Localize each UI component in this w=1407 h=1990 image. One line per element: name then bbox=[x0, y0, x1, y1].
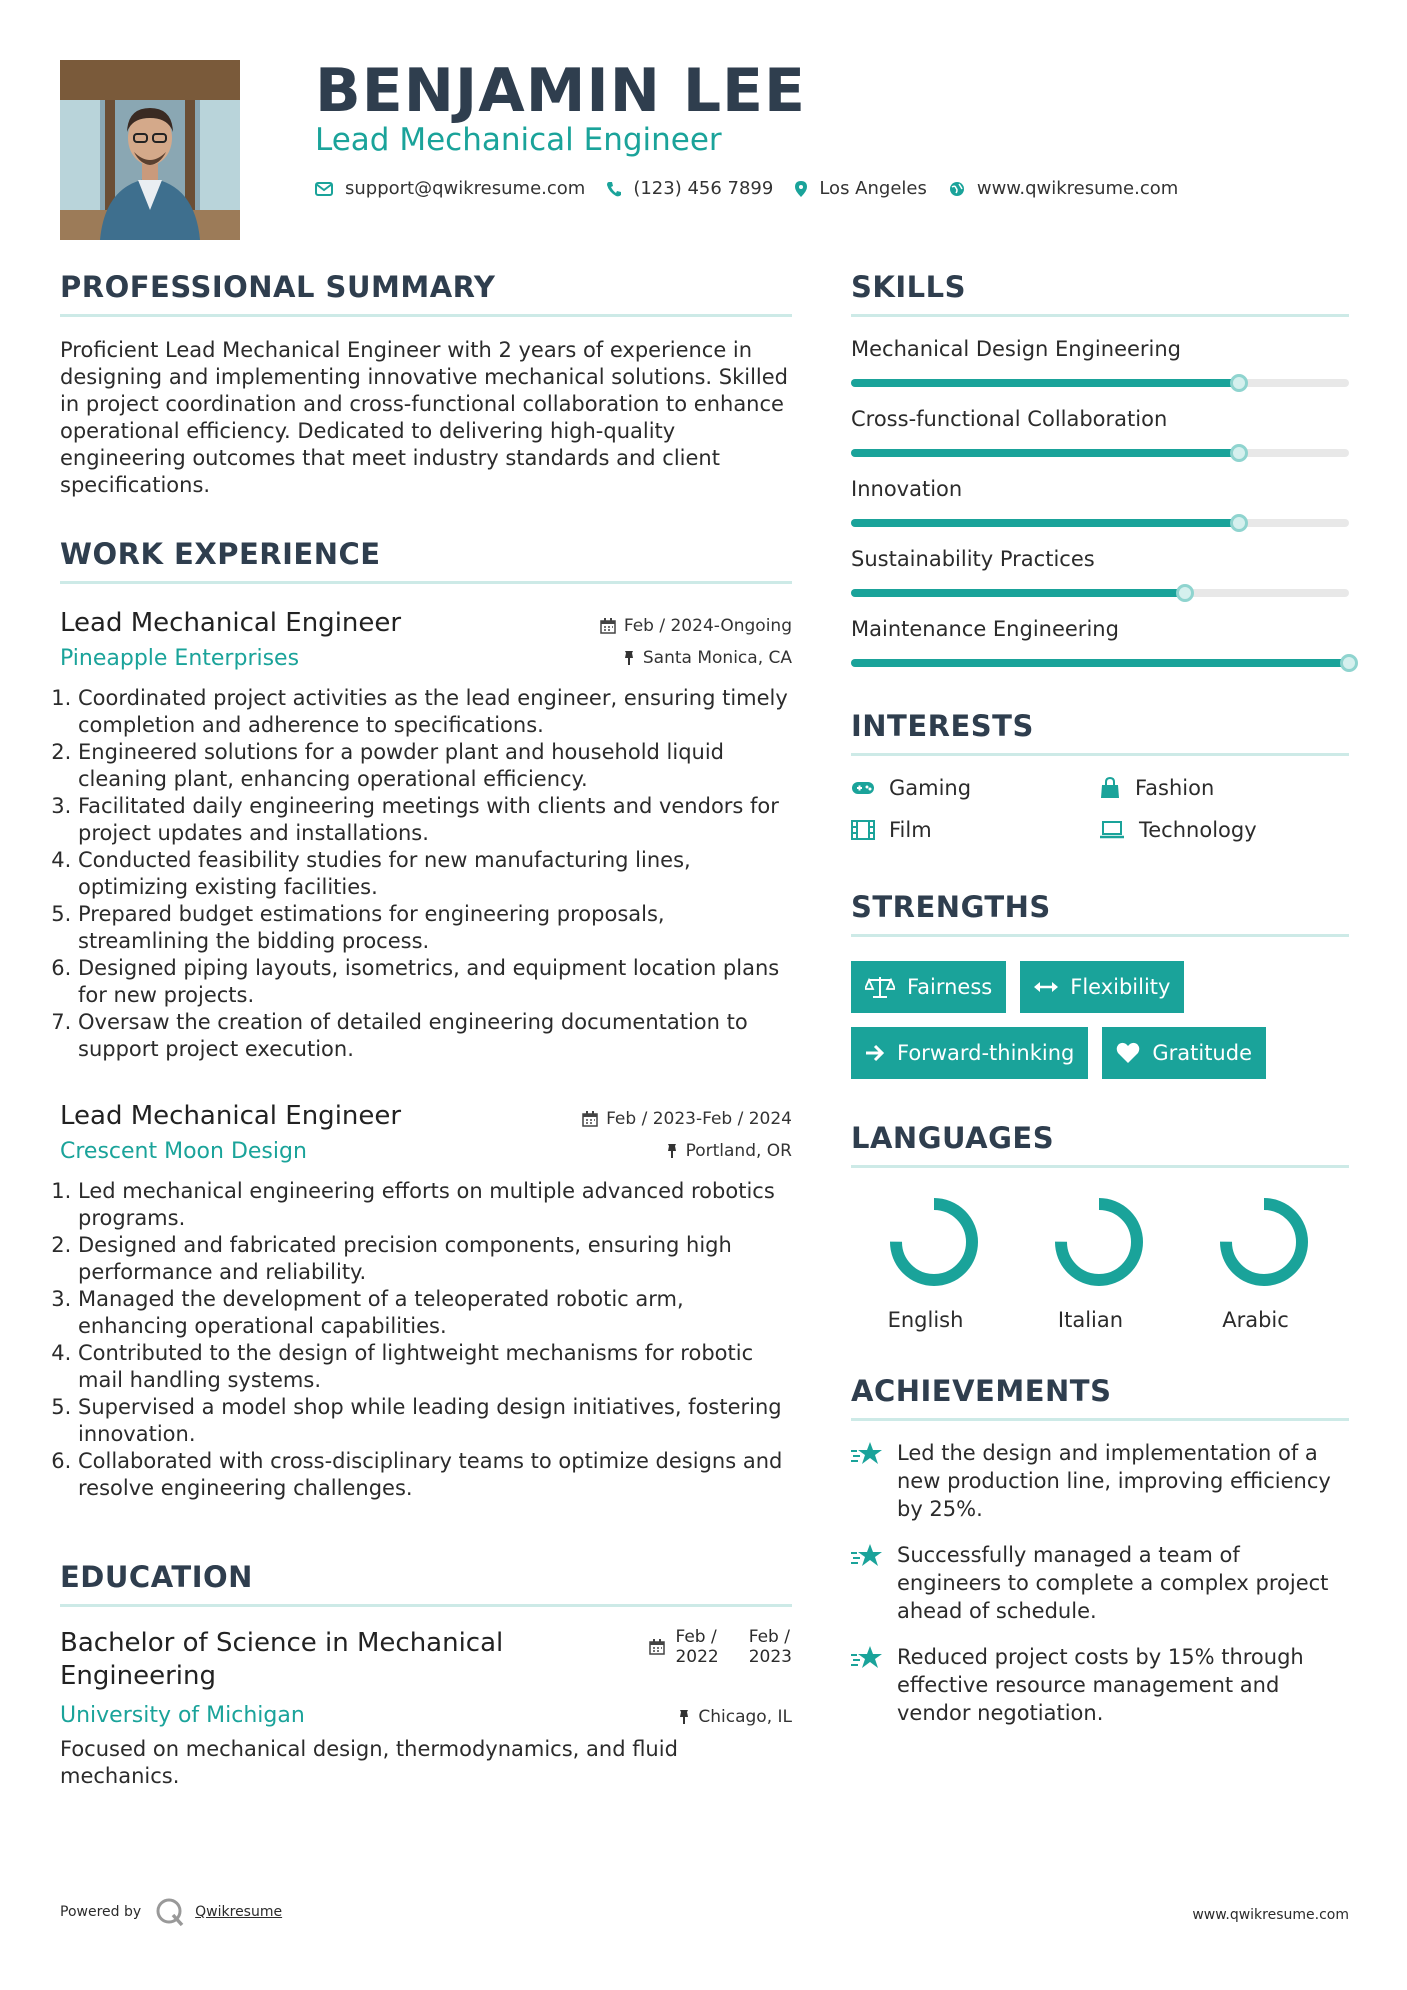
skill-bar bbox=[851, 589, 1349, 597]
interests-grid bbox=[851, 776, 1349, 842]
summary-section bbox=[60, 270, 792, 499]
star-speed-icon bbox=[851, 1543, 883, 1569]
education-end-year: 2023 bbox=[748, 1647, 792, 1667]
education-location bbox=[678, 1707, 792, 1727]
education-start-month: Feb / bbox=[675, 1627, 717, 1647]
candidate-title: Lead Mechanical Engineer bbox=[315, 122, 722, 158]
skill-item bbox=[851, 617, 1349, 667]
interest-label: Gaming bbox=[889, 776, 972, 800]
skill-label: Mechanical Design Engineering bbox=[851, 337, 1182, 361]
envelope-icon bbox=[315, 182, 333, 196]
list-item: 6. Designed piping layouts, isometrics, and equipment location plans for new projects. bbox=[78, 955, 792, 1009]
skill-bar bbox=[851, 449, 1349, 457]
summary-heading: PROFESSIONAL SUMMARY bbox=[60, 270, 792, 317]
interest-item bbox=[851, 776, 1099, 800]
language-ring bbox=[886, 1194, 982, 1290]
contact-location bbox=[795, 178, 927, 199]
strengths-tags bbox=[851, 961, 1349, 1079]
job-company: Crescent Moon Design bbox=[60, 1139, 307, 1164]
education-description: Focused on mechanical design, thermodynamics, and fluid mechanics. bbox=[60, 1737, 678, 1788]
profile-photo-illustration bbox=[60, 60, 240, 240]
language-ring bbox=[1051, 1194, 1147, 1290]
education-location-text: Chicago, IL bbox=[698, 1707, 792, 1727]
education-degree: Bachelor of Science in Mechanical Engineering bbox=[60, 1628, 504, 1691]
interest-label: Technology bbox=[1139, 818, 1257, 842]
list-item: 4. Conducted feasibility studies for new manufacturing lines, optimizing existing facilities. bbox=[78, 847, 792, 901]
skill-bar bbox=[851, 379, 1349, 387]
strength-label: Fairness bbox=[907, 975, 993, 999]
list-item: 7. Oversaw the creation of detailed engineering documentation to support project execution. bbox=[78, 1009, 792, 1063]
list-item: 2. Designed and fabricated precision components, ensuring high performance and reliability. bbox=[78, 1232, 792, 1286]
interests-heading: INTERESTS bbox=[851, 709, 1349, 756]
heart-icon bbox=[1116, 1042, 1140, 1064]
arrow-right-icon bbox=[865, 1044, 885, 1062]
strength-label: Flexibility bbox=[1070, 975, 1171, 999]
footer-powered-by bbox=[60, 1897, 282, 1927]
job-dates-text: Feb / 2023-Feb / 2024 bbox=[606, 1109, 792, 1129]
education-end-month: Feb / bbox=[748, 1627, 790, 1647]
powered-by-text: Powered by bbox=[60, 1904, 142, 1920]
languages-list bbox=[851, 1194, 1349, 1332]
globe-icon bbox=[949, 181, 965, 197]
right-column bbox=[851, 270, 1349, 1727]
job-location-text: Santa Monica, CA bbox=[642, 648, 792, 668]
strength-tag bbox=[851, 961, 1006, 1013]
skill-label: Sustainability Practices bbox=[851, 547, 1095, 571]
pushpin-icon bbox=[623, 650, 635, 666]
skill-bar-fill bbox=[851, 519, 1239, 527]
achievement-item bbox=[851, 1439, 1349, 1523]
job-entry bbox=[60, 1101, 792, 1502]
skill-bar-knob bbox=[1230, 444, 1248, 462]
job-location-text: Portland, OR bbox=[685, 1141, 792, 1161]
education-school: University of Michigan bbox=[60, 1703, 305, 1728]
phone-icon bbox=[607, 181, 621, 197]
languages-section bbox=[851, 1121, 1349, 1332]
skills-section bbox=[851, 270, 1349, 667]
contact-phone-text: (123) 456 7899 bbox=[633, 178, 774, 199]
footer-website[interactable]: www.qwikresume.com bbox=[1192, 1907, 1349, 1923]
strength-tag bbox=[1020, 961, 1184, 1013]
skill-label: Maintenance Engineering bbox=[851, 617, 1119, 641]
language-label: Arabic bbox=[1222, 1308, 1289, 1332]
skills-heading: SKILLS bbox=[851, 270, 1349, 317]
calendar-icon bbox=[600, 618, 616, 634]
strengths-section bbox=[851, 890, 1349, 1079]
skill-bar-fill bbox=[851, 659, 1349, 667]
star-speed-icon bbox=[851, 1645, 883, 1671]
job-entry bbox=[60, 608, 792, 1063]
skill-bar-knob bbox=[1230, 374, 1248, 392]
arrows-horizontal-icon bbox=[1034, 981, 1058, 993]
job-company: Pineapple Enterprises bbox=[60, 646, 300, 671]
candidate-name: BENJAMIN LEE bbox=[315, 56, 807, 126]
gamepad-icon bbox=[851, 780, 875, 796]
job-dates bbox=[600, 616, 792, 636]
film-icon bbox=[851, 820, 875, 840]
education-heading: EDUCATION bbox=[60, 1560, 792, 1607]
languages-heading: LANGUAGES bbox=[851, 1121, 1349, 1168]
list-item: 3. Managed the development of a teleoperated robotic arm, enhancing operational capabilities. bbox=[78, 1286, 792, 1340]
education-section bbox=[60, 1560, 792, 1790]
qwikresume-link[interactable]: Qwikresume bbox=[195, 1904, 283, 1920]
skill-bar-knob bbox=[1340, 654, 1358, 672]
skill-bar bbox=[851, 519, 1349, 527]
job-title: Lead Mechanical Engineer bbox=[60, 1101, 402, 1131]
contact-email[interactable] bbox=[315, 178, 585, 199]
job-location bbox=[666, 1141, 792, 1161]
balance-scale-icon bbox=[865, 975, 895, 999]
interest-item bbox=[1099, 818, 1349, 842]
calendar-icon bbox=[649, 1639, 665, 1655]
job-dates bbox=[582, 1109, 792, 1129]
skill-item bbox=[851, 337, 1349, 387]
list-item: 3. Facilitated daily engineering meetings with clients and vendors for project updates and installations. bbox=[78, 793, 792, 847]
job-bullets bbox=[60, 1178, 792, 1502]
education-start-year: 2022 bbox=[675, 1647, 719, 1667]
achievement-item bbox=[851, 1643, 1349, 1727]
education-start bbox=[675, 1627, 718, 1667]
language-item bbox=[1181, 1194, 1346, 1332]
language-item bbox=[1016, 1194, 1181, 1332]
shopping-bag-icon bbox=[1099, 777, 1121, 799]
job-bullets bbox=[60, 685, 792, 1063]
language-item bbox=[851, 1194, 1016, 1332]
list-item: 5. Prepared budget estimations for engineering proposals, streamlining the bidding process. bbox=[78, 901, 792, 955]
contact-website[interactable] bbox=[949, 178, 1178, 199]
strength-label: Gratitude bbox=[1152, 1041, 1252, 1065]
strength-tag bbox=[1102, 1027, 1266, 1079]
job-location bbox=[623, 648, 792, 668]
education-end bbox=[749, 1627, 792, 1667]
list-item: 4. Contributed to the design of lightweight mechanisms for robotic mail handling systems. bbox=[78, 1340, 792, 1394]
achievements-heading: ACHIEVEMENTS bbox=[851, 1374, 1349, 1421]
contact-email-text: support@qwikresume.com bbox=[345, 178, 586, 199]
skill-item bbox=[851, 407, 1349, 457]
experience-section bbox=[60, 537, 792, 1502]
list-item: 1. Led mechanical engineering efforts on multiple advanced robotics programs. bbox=[78, 1178, 792, 1232]
experience-heading: WORK EXPERIENCE bbox=[60, 537, 792, 584]
job-title: Lead Mechanical Engineer bbox=[60, 608, 402, 638]
pushpin-icon bbox=[678, 1709, 690, 1725]
interests-section bbox=[851, 709, 1349, 842]
achievement-text: Successfully managed a team of engineers to complete a complex project ahead of schedule. bbox=[897, 1543, 1329, 1623]
calendar-icon bbox=[582, 1111, 598, 1127]
skill-bar-knob bbox=[1176, 584, 1194, 602]
skill-item bbox=[851, 547, 1349, 597]
strengths-heading: STRENGTHS bbox=[851, 890, 1349, 937]
job-dates-text: Feb / 2024-Ongoing bbox=[623, 616, 792, 636]
qwikresume-logo-icon bbox=[155, 1897, 185, 1927]
list-item: 2. Engineered solutions for a powder plant and household liquid cleaning plant, enhancing operational efficiency. bbox=[78, 739, 792, 793]
skill-bar bbox=[851, 659, 1349, 667]
language-label: Italian bbox=[1057, 1308, 1124, 1332]
list-item: 6. Collaborated with cross-disciplinary teams to optimize designs and resolve engineering challenges. bbox=[78, 1448, 792, 1502]
skill-bar-fill bbox=[851, 379, 1239, 387]
interest-item bbox=[851, 818, 1099, 842]
language-ring bbox=[1216, 1194, 1312, 1290]
interest-label: Fashion bbox=[1135, 776, 1215, 800]
left-column bbox=[60, 270, 792, 1790]
interest-item bbox=[1099, 776, 1349, 800]
contact-website-text: www.qwikresume.com bbox=[976, 178, 1179, 199]
skill-bar-knob bbox=[1230, 514, 1248, 532]
skill-bar-fill bbox=[851, 449, 1239, 457]
skill-item bbox=[851, 477, 1349, 527]
contact-phone[interactable] bbox=[607, 178, 773, 199]
skill-bar-fill bbox=[851, 589, 1185, 597]
laptop-icon bbox=[1099, 821, 1125, 839]
skills-list bbox=[851, 337, 1349, 667]
skill-label: Innovation bbox=[851, 477, 963, 501]
strength-tag bbox=[851, 1027, 1088, 1079]
contact-location-text: Los Angeles bbox=[819, 178, 927, 199]
skill-label: Cross-functional Collaboration bbox=[851, 407, 1168, 431]
list-item: 1. Coordinated project activities as the lead engineer, ensuring timely completion and adherence to specifications. bbox=[78, 685, 792, 739]
education-dates bbox=[649, 1627, 792, 1667]
star-speed-icon bbox=[851, 1441, 883, 1467]
achievement-text: Reduced project costs by 15% through effective resource management and vendor negotiation. bbox=[897, 1645, 1304, 1725]
strength-label: Forward-thinking bbox=[897, 1041, 1075, 1065]
summary-text: Proficient Lead Mechanical Engineer with 2 years of experience in designing and implementing innovative mechanical solutions. Skilled in project coordination and cross-functional collaboration to enhance operational efficiency. Dedicated to delivering high-quality engineering outcomes that meet industry standards and client specifications. bbox=[60, 338, 788, 497]
achievements-section bbox=[851, 1374, 1349, 1727]
interest-label: Film bbox=[889, 818, 932, 842]
language-label: English bbox=[887, 1308, 964, 1332]
map-pin-icon bbox=[795, 181, 807, 197]
contact-bar bbox=[315, 178, 1200, 199]
list-item: 5. Supervised a model shop while leading design initiatives, fostering innovation. bbox=[78, 1394, 792, 1448]
pushpin-icon bbox=[666, 1143, 678, 1159]
achievement-text: Led the design and implementation of a new production line, improving efficiency by 25%. bbox=[897, 1441, 1331, 1521]
profile-photo bbox=[60, 60, 240, 240]
achievement-item bbox=[851, 1541, 1349, 1625]
